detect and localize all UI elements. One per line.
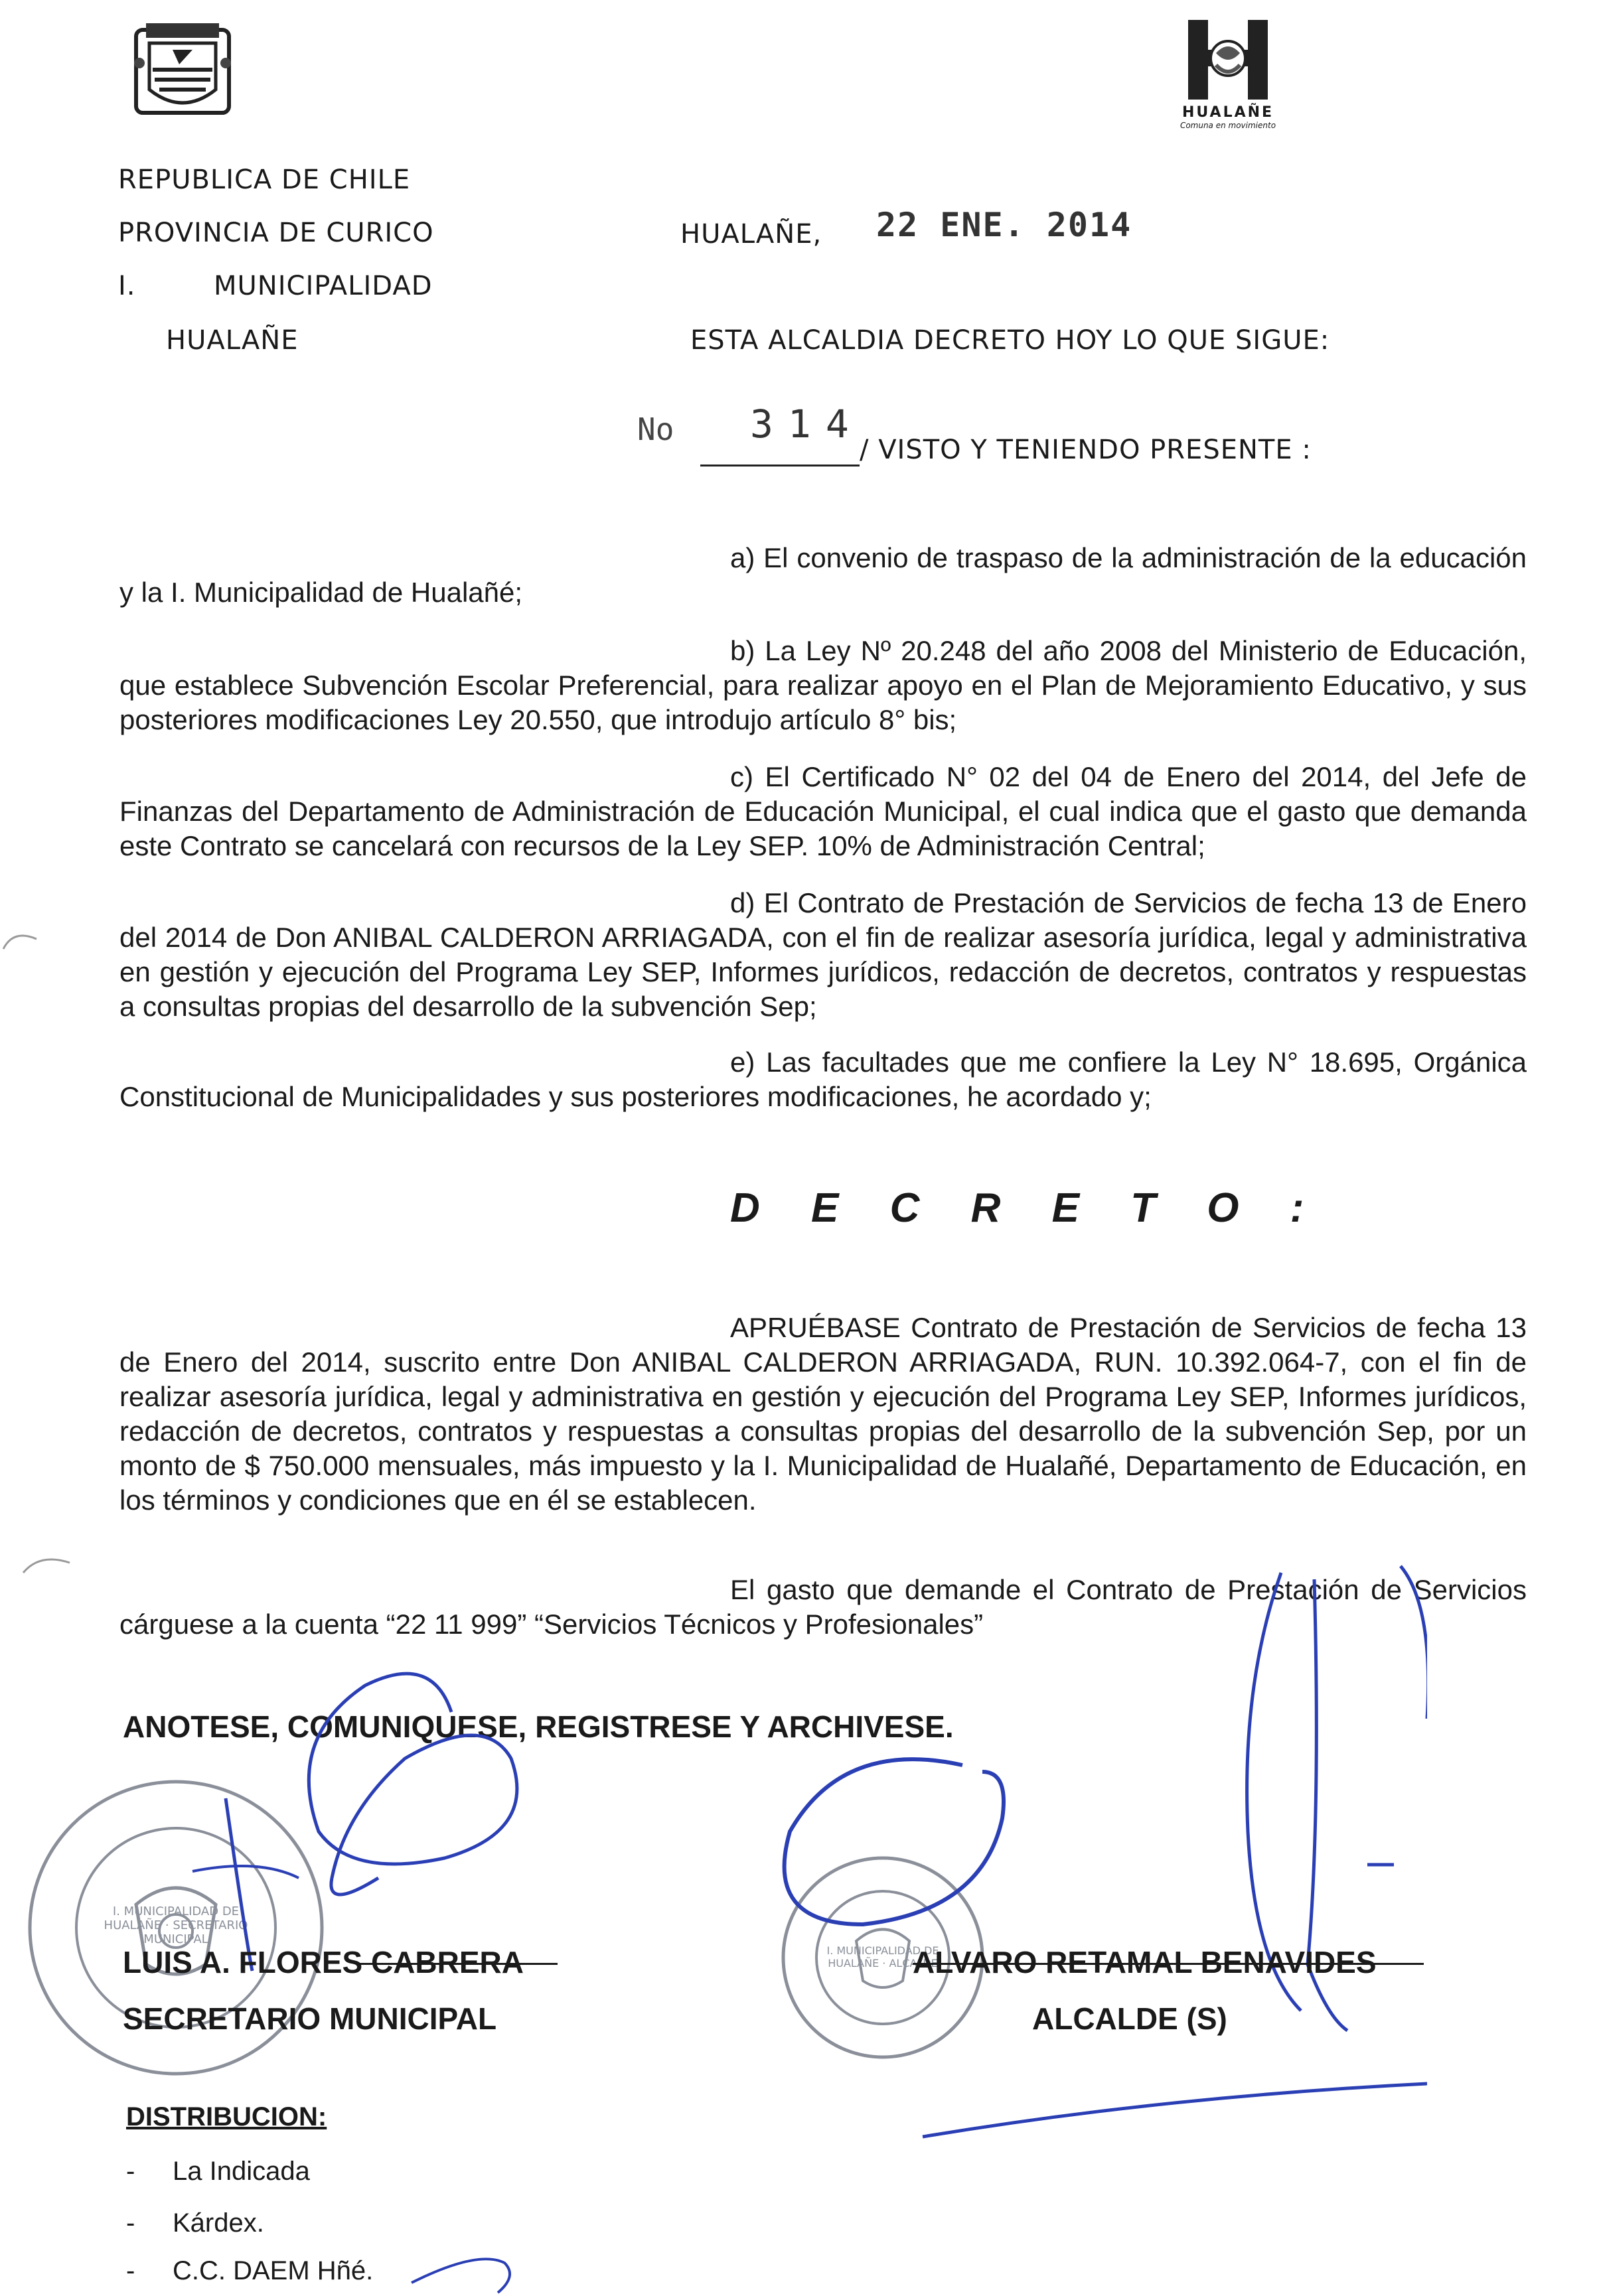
coat-of-arms-logo [129,17,236,123]
consideration-d-rest: de Enero del 2014 de Don ANIBAL CALDERON ARRIAGADA, con el fin de realizar asesoría jurídica, legal y administrativa en gestión y ejecución del Programa Ley SEP, Informes jurídicos, redacción de decretos, contratos y respuestas a consultas propias del desarrollo de la subvención Sep; [119,887,1527,1022]
distribution-item [126,2256,374,2286]
distribution-title: DISTRIBUCION: [126,2102,327,2131]
consideration-d-lead: d) El Contrato de Prestación de Servicios de fecha 13 [730,887,1404,918]
consideration-d [119,886,1527,1024]
consideration-c [119,760,1527,863]
list-bullet: - [126,2157,135,2186]
consideration-a-lead: a) El convenio de traspaso de la administración de la [730,542,1391,573]
mayor-signature [763,1553,1427,2150]
consideration-e [119,1045,1527,1114]
resolution-approve-rest: fecha 13 de Enero del 2014, suscrito entre Don ANIBAL CALDERON ARRIAGADA, RUN. 10.392.064-7, con el fin de realizar asesoría jurídica, legal y administrativa en gestión y ejecución del Programa Ley SEP, Informes jurídicos, redacción de decretos, contratos y respuestas a consultas propias del desarrollo de la subvención Sep, por un monto de $ 750.000 mensuales, más impuesto y la I. Municipalidad de Hualañé, Departamento de Educación, en los términos y condiciones que en él se establecen. [119,1312,1527,1516]
mayor-name: ALVARO RETAMAL BENAVIDES [913,1945,1377,1979]
decree-number: 314 [750,401,864,447]
resolution-expense-lead: El gasto que demande el Contrato de Prestación de [730,1574,1402,1605]
resolution-expense-rest: Servicios cárguese a la cuenta “22 11 999” “Servicios Técnicos y Profesionales” [119,1574,1527,1640]
number-label: No [637,411,674,447]
mayor-stamp-text: I. MUNICIPALIDAD DE HUALAÑE · ALCALDE [826,1944,939,1970]
header-hualane: HUALAÑE [166,325,299,356]
number-underline [700,465,860,466]
consideration-e-lead: e) Las facultades que me confiere la Ley N° 18.695, [730,1046,1403,1078]
header-i-prefix: I. [118,271,136,301]
secretary-name-strike [358,1963,558,1965]
place-label: HUALAÑE, [680,219,822,250]
consideration-b-rest: Educación, que establece Subvención Escolar Preferencial, para realizar apoyo en el Plan de Mejoramiento Educativo, y sus posteriores modificaciones Ley 20.550, que introdujo artículo 8° bis; [119,635,1527,735]
distribution-item-label: La Indicada [173,2157,310,2186]
consideration-a [119,541,1527,610]
list-bullet: - [126,2208,135,2238]
punch-mark-bottom [20,1546,73,1586]
logo-tagline: Comuna en movimiento [1180,121,1276,130]
consideration-c-lead: c) El Certificado N° 02 del 04 de Enero del 2014, del Jefe [730,761,1484,792]
decreto-title: D E C R E T O : [730,1185,1324,1231]
initials-mark [398,2243,531,2296]
resolution-approve [119,1311,1527,1518]
consideration-c-rest: de Finanzas del Departamento de Administración de Educación Municipal, el cual indica que el gasto que demanda este Contrato se cancelará con recursos de la Ley SEP. 10% de Administración Central; [119,761,1527,861]
mayor-title: ALCALDE (S) [1032,2001,1227,2036]
distribution-item-label: Kárdex. [173,2208,264,2238]
consideration-e-rest: Orgánica Constitucional de Municipalidades y sus posteriores modificaciones, he acordado y; [119,1046,1527,1112]
consideration-b [119,634,1527,737]
resolution-approve-lead: APRUÉBASE Contrato de Prestación de Servicios de [730,1312,1407,1343]
stamped-date: 22 ENE. 2014 [876,206,1132,244]
header-republica: REPUBLICA DE CHILE [118,165,411,195]
hualane-logo [1175,13,1281,133]
mayor-name-strike [913,1963,1424,1965]
secretary-name: LUIS A. FLORES CABRERA [123,1945,524,1979]
consideration-b-lead: b) La Ley Nº 20.248 del año 2008 del Ministerio de [730,635,1379,666]
list-bullet: - [126,2256,135,2285]
hualane-logo-mark [1175,13,1281,100]
punch-mark-top [0,922,40,962]
consideration-a-rest: educación y la I. Municipalidad de Hualañé; [119,542,1527,608]
distribution-item-label: C.C. DAEM Hñé. [173,2256,374,2285]
distribution-item [126,2157,310,2187]
closing-statement: ANOTESE, COMUNIQUESE, REGISTRESE Y ARCHIVESE. [123,1709,954,1744]
distribution-item [126,2208,264,2238]
secretary-stamp-text: I. MUNICIPALIDAD DE HUALAÑE · SECRETARIO MUNICIPAL [104,1904,248,1946]
header-provincia: PROVINCIA DE CURICO [118,218,434,248]
logo-name: HUALAÑE [1181,104,1274,121]
decree-intro: ESTA ALCALDIA DECRETO HOY LO QUE SIGUE: [690,325,1330,356]
secretary-signature [166,1659,631,1991]
header-municipalidad: MUNICIPALIDAD [214,271,433,301]
secretary-title: SECRETARIO MUNICIPAL [123,2001,497,2036]
visto-label: / VISTO Y TENIENDO PRESENTE : [860,435,1312,465]
